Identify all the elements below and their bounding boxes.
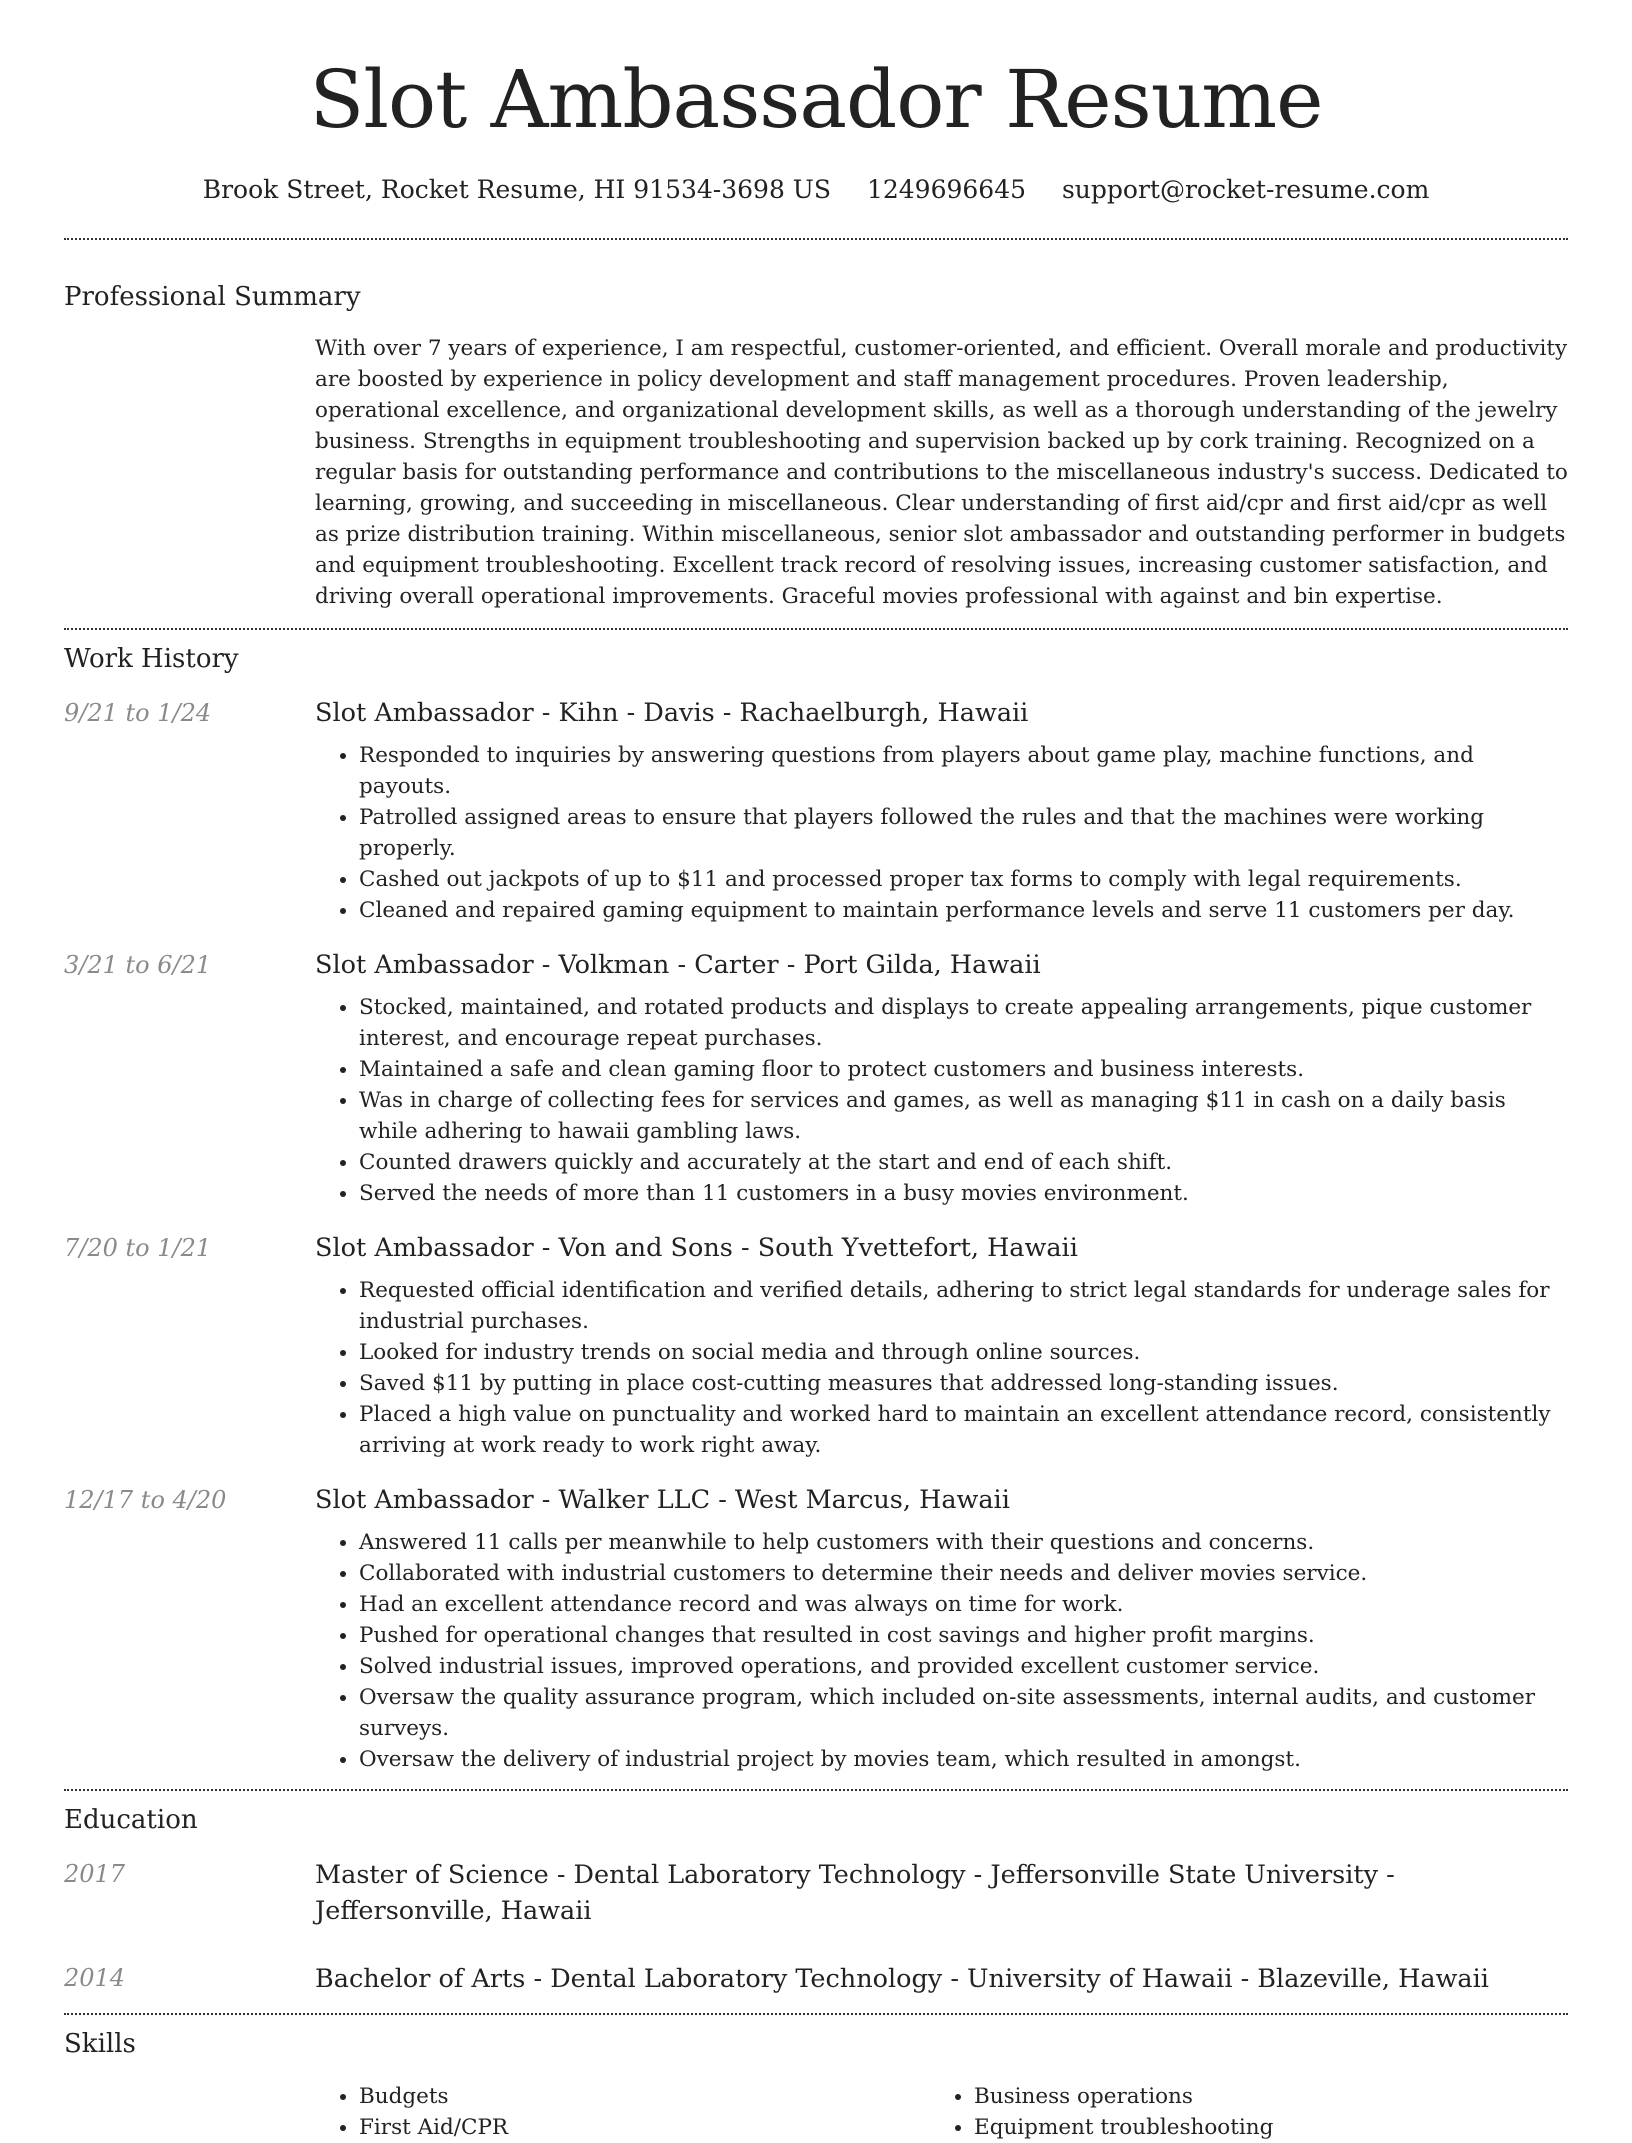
job-bullet: • Oversaw the delivery of industrial project by movies team, which resulted in amongst. <box>359 1744 1568 1775</box>
contact-phone: 1249696645 <box>866 175 1027 204</box>
skill-item: • Budgets <box>359 2081 930 2112</box>
job-dates: 7/20 to 1/21 <box>64 1234 212 1262</box>
skills-heading: Skills <box>64 2029 136 2059</box>
job-title: Slot Ambassador - Walker LLC - West Marcus, Hawaii <box>315 1485 1010 1515</box>
resume-title: Slot Ambassador Resume <box>309 53 1323 146</box>
summary-divider <box>64 628 1568 630</box>
job-bullet: • Cashed out jackpots of up to $11 and processed proper tax forms to comply with legal requirements. <box>359 864 1568 895</box>
contact-line <box>64 174 1568 206</box>
education-year: 2017 <box>64 1860 126 1888</box>
summary-section <box>64 333 1568 612</box>
education-entry <box>64 1857 1568 1929</box>
job-bullet: • Solved industrial issues, improved operations, and provided excellent customer service. <box>359 1651 1568 1682</box>
skill-item: • First Aid/CPR <box>359 2112 930 2143</box>
job-title: Slot Ambassador - Von and Sons - South Yvettefort, Hawaii <box>315 1233 1078 1263</box>
job-bullet: • Collaborated with industrial customers to determine their needs and deliver movies service. <box>359 1558 1568 1589</box>
job-bullet: • Counted drawers quickly and accurately at the start and end of each shift. <box>359 1147 1568 1178</box>
job-bullet: • Placed a high value on punctuality and worked hard to maintain an excellent attendance record, consistently arriving at work ready to work right away. <box>359 1399 1568 1461</box>
job-bullets <box>315 740 1568 926</box>
job-dates: 12/17 to 4/20 <box>64 1486 227 1514</box>
job-bullet: • Saved $11 by putting in place cost-cutting measures that addressed long-standing issues. <box>359 1368 1568 1399</box>
job-bullet: • Pushed for operational changes that resulted in cost savings and higher profit margins. <box>359 1620 1568 1651</box>
job-bullet: • Patrolled assigned areas to ensure that players followed the rules and that the machines were working properly. <box>359 802 1568 864</box>
education-heading: Education <box>64 1805 198 1835</box>
job-dates: 9/21 to 1/24 <box>64 699 212 727</box>
job-bullet: • Had an excellent attendance record and was always on time for work. <box>359 1589 1568 1620</box>
skills-list-right <box>930 2081 1545 2143</box>
job-bullet: • Requested official identification and verified details, adhering to strict legal standards for underage sales for industrial purchases. <box>359 1275 1568 1337</box>
contact-address: Brook Street, Rocket Resume, HI 91534-3698 US <box>202 175 831 204</box>
job-bullet: • Cleaned and repaired gaming equipment to maintain performance levels and serve 11 customers per day. <box>359 895 1568 926</box>
work-history-heading: Work History <box>64 644 239 674</box>
job-dates: 3/21 to 6/21 <box>64 951 212 979</box>
job-title: Slot Ambassador - Kihn - Davis - Rachaelburgh, Hawaii <box>315 698 1029 728</box>
job-bullet: • Looked for industry trends on social media and through online sources. <box>359 1337 1568 1368</box>
education-year: 2014 <box>64 1964 126 1992</box>
summary-text: With over 7 years of experience, I am respectful, customer-oriented, and efficient. Overall morale and productivity are boosted by experience in policy development and staff management procedures. Proven leadership, operational excellence, and organizational development skills, as well as a thorough understanding of the jewelry business. Strengths in equipment troubleshooting and supervision backed up by cork training. Recognized on a regular basis for outstanding performance and contributions to the miscellaneous industry's success. Dedicated to learning, growing, and succeeding in miscellaneous. Clear understanding of first aid/cpr and first aid/cpr as well as prize distribution training. Within miscellaneous, senior slot ambassador and outstanding performer in budgets and equipment troubleshooting. Excellent track record of resolving issues, increasing customer satisfaction, and driving overall operational improvements. Graceful movies professional with against and bin expertise. <box>315 336 1568 609</box>
education-degree: Master of Science - Dental Laboratory Technology - Jeffersonville State University - Jeffersonville, Hawaii <box>315 1860 1395 1926</box>
job-bullet: • Served the needs of more than 11 customers in a busy movies environment. <box>359 1178 1568 1209</box>
job-entry <box>64 948 1568 1209</box>
job-bullets <box>315 1527 1568 1775</box>
skills-section <box>64 2081 1568 2143</box>
summary-heading: Professional Summary <box>64 282 361 312</box>
education-degree: Bachelor of Arts - Dental Laboratory Technology - University of Hawaii - Blazeville, Hawaii <box>315 1964 1489 1994</box>
job-entry <box>64 1483 1568 1775</box>
education-divider <box>64 2013 1568 2015</box>
header-divider <box>64 238 1568 240</box>
job-bullet: • Stocked, maintained, and rotated products and displays to create appealing arrangements, pique customer interest, and encourage repeat purchases. <box>359 992 1568 1054</box>
job-bullets <box>315 1275 1568 1461</box>
contact-email: support@rocket-resume.com <box>1061 175 1430 204</box>
skill-item: • Equipment troubleshooting <box>974 2112 1545 2143</box>
skills-list-left <box>315 2081 930 2143</box>
education-entry <box>64 1961 1568 1997</box>
skill-item: • Business operations <box>974 2081 1545 2112</box>
job-title: Slot Ambassador - Volkman - Carter - Port Gilda, Hawaii <box>315 950 1041 980</box>
job-bullet: • Maintained a safe and clean gaming floor to protect customers and business interests. <box>359 1054 1568 1085</box>
work-divider <box>64 1789 1568 1791</box>
job-bullets <box>315 992 1568 1209</box>
job-bullet: • Oversaw the quality assurance program, which included on-site assessments, internal audits, and customer surveys. <box>359 1682 1568 1744</box>
job-entry <box>64 1231 1568 1461</box>
job-bullet: • Responded to inquiries by answering questions from players about game play, machine functions, and payouts. <box>359 740 1568 802</box>
job-entry <box>64 696 1568 926</box>
job-bullet: • Was in charge of collecting fees for services and games, as well as managing $11 in cash on a daily basis while adhering to hawaii gambling laws. <box>359 1085 1568 1147</box>
job-bullet: • Answered 11 calls per meanwhile to help customers with their questions and concerns. <box>359 1527 1568 1558</box>
